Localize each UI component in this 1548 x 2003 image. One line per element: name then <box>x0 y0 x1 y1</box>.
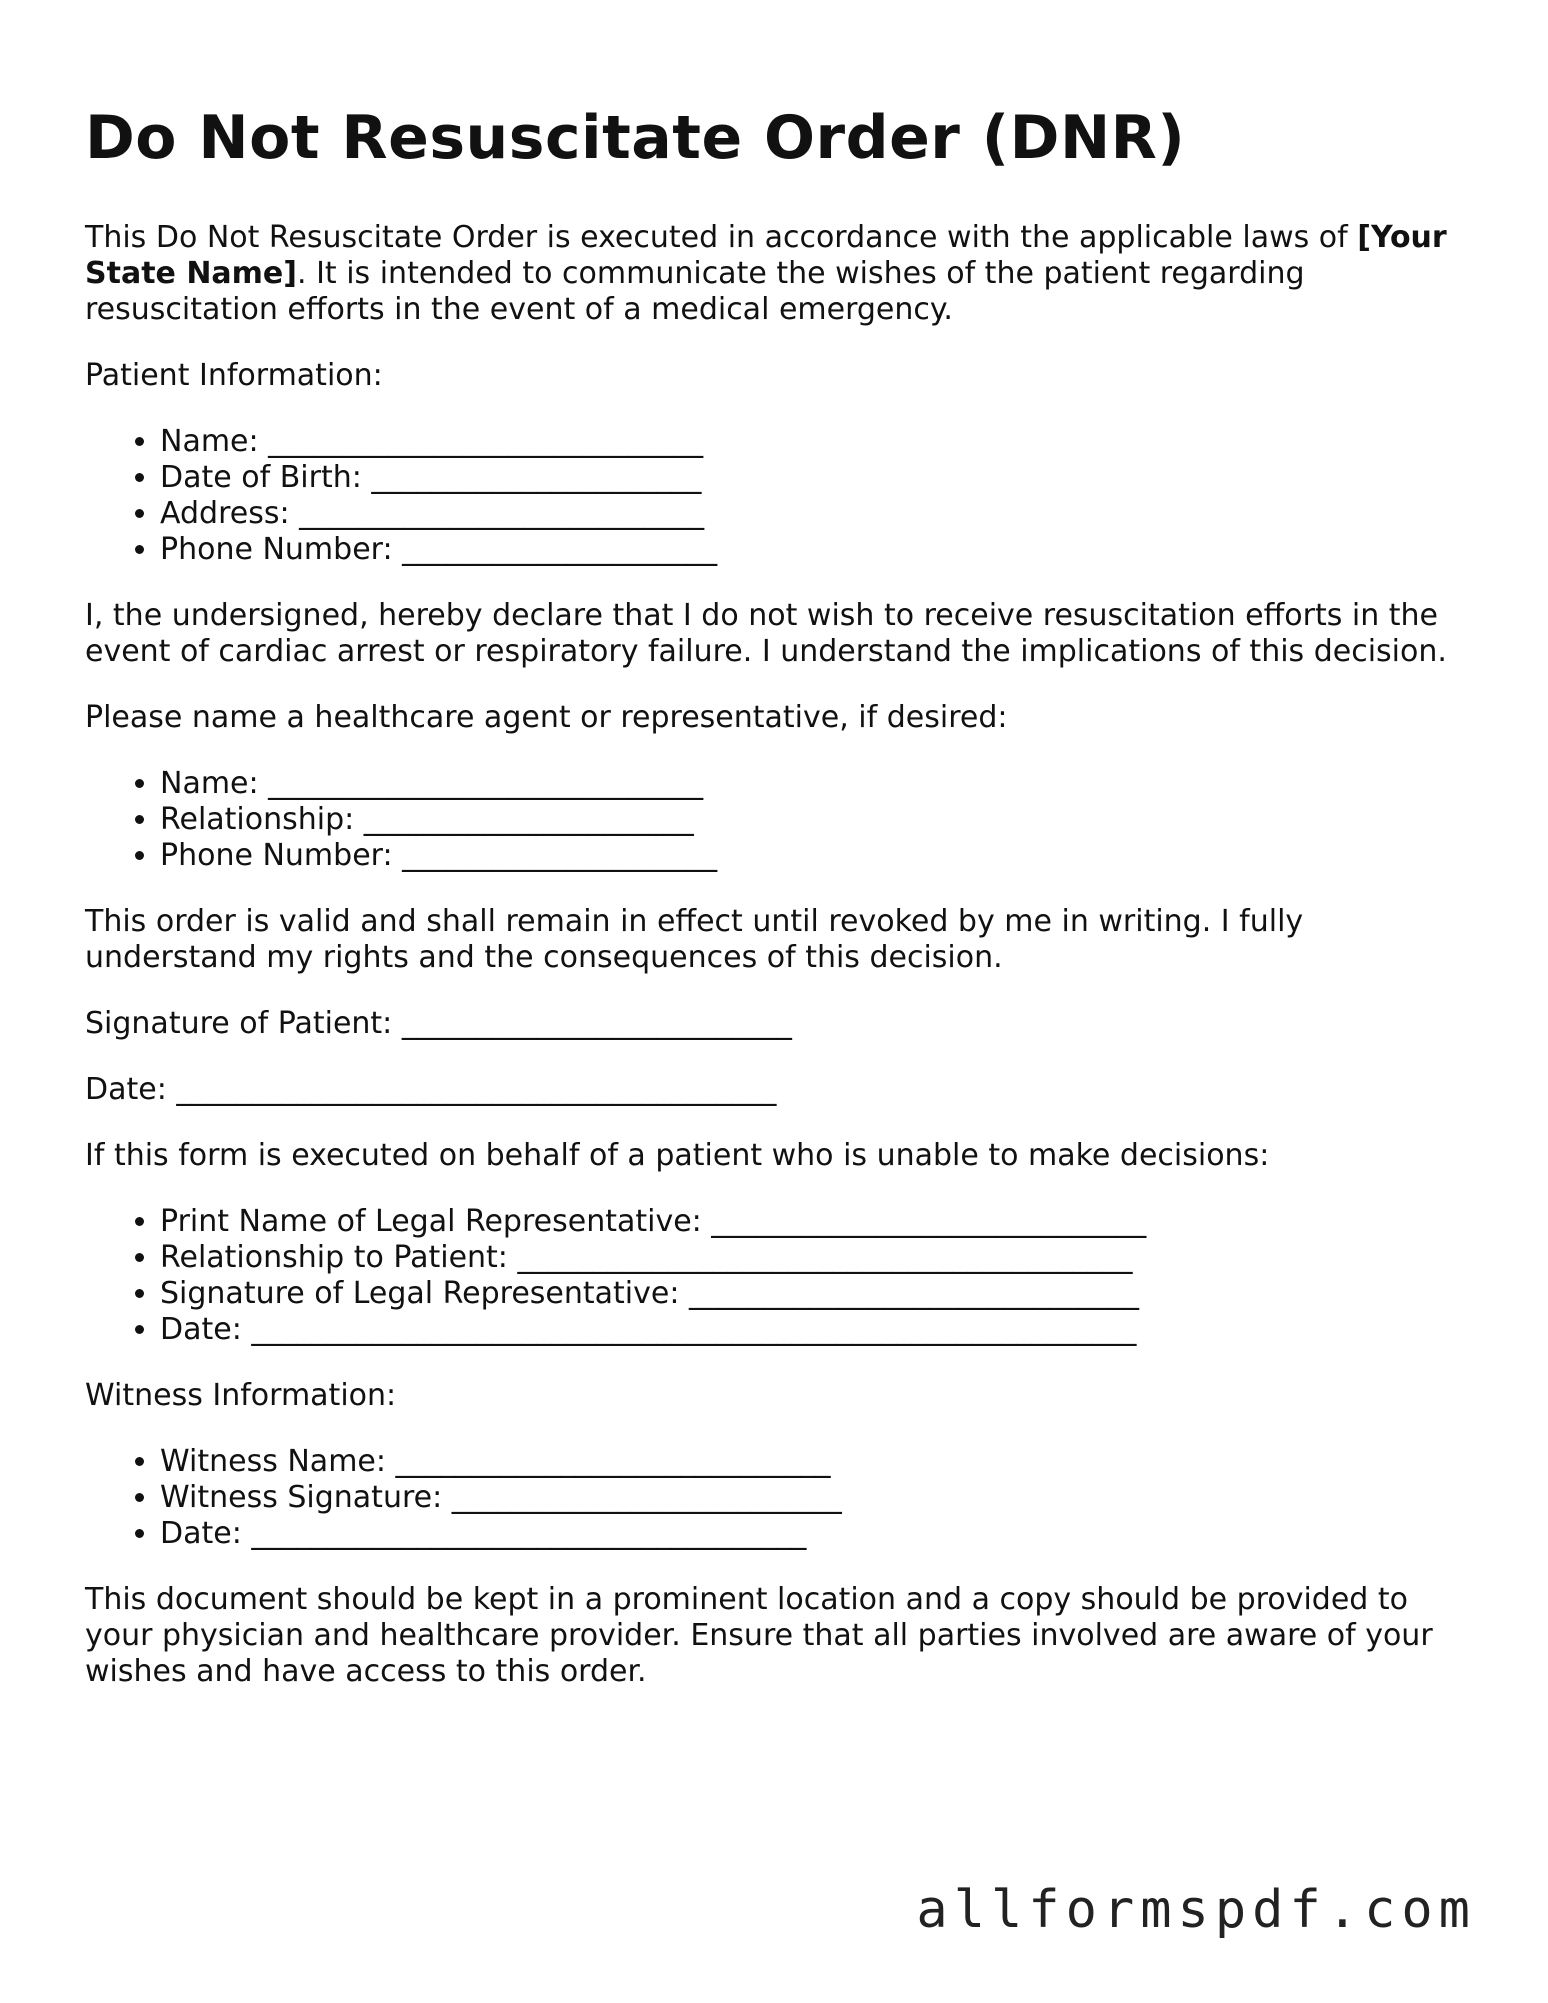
legal-rep-date-field: • Date: ___________________________________________________________ <box>160 1312 1465 1348</box>
agent-relationship-field: • Relationship: ______________________ <box>160 802 1465 838</box>
document-title: Do Not Resuscitate Order (DNR) <box>85 103 1186 173</box>
agent-list <box>85 766 1465 874</box>
validity-paragraph: This order is valid and shall remain in effect until revoked by me in writing. I fully understand my rights and the consequences of this decision. <box>85 904 1304 975</box>
document-page <box>85 100 1465 1720</box>
behalf-heading: If this form is executed on behalf of a patient who is unable to make decisions: <box>85 1138 1270 1173</box>
intro-state-name: [Your State Name] <box>85 220 1447 291</box>
patient-phone-field: • Phone Number: _____________________ <box>160 532 1465 568</box>
agent-heading: Please name a healthcare agent or representative, if desired: <box>85 700 1008 735</box>
closing-paragraph: This document should be kept in a prominent location and a copy should be provided to your physician and healthcare provider. Ensure that all parties involved are aware of your wishes and have access to this order. <box>85 1582 1433 1689</box>
patient-signature-line: Signature of Patient: __________________________ <box>85 1006 792 1041</box>
intro-text-after: . It is intended to communicate the wishes of the patient regarding resuscitation efforts in the event of a medical emergency. <box>85 256 1305 327</box>
patient-info-list <box>85 424 1465 568</box>
patient-date-line: Date: ________________________________________ <box>85 1072 777 1107</box>
agent-phone-field: • Phone Number: _____________________ <box>160 838 1465 874</box>
patient-info-heading: Patient Information: <box>85 358 383 393</box>
behalf-list <box>85 1204 1465 1348</box>
legal-rep-signature-field: • Signature of Legal Representative: ______________________________ <box>160 1276 1465 1312</box>
witness-list <box>85 1444 1465 1552</box>
legal-rep-relationship-field: • Relationship to Patient: _________________________________________ <box>160 1240 1465 1276</box>
witness-signature-field: • Witness Signature: __________________________ <box>160 1480 1465 1516</box>
watermark-logo: allformspdf.com <box>916 1880 1476 1940</box>
patient-name-field: • Name: _____________________________ <box>160 424 1465 460</box>
patient-dob-field: • Date of Birth: ______________________ <box>160 460 1465 496</box>
agent-name-field: • Name: _____________________________ <box>160 766 1465 802</box>
intro-text-before: This Do Not Resuscitate Order is executed in accordance with the applicable laws of <box>85 220 1358 255</box>
witness-name-field: • Witness Name: _____________________________ <box>160 1444 1465 1480</box>
patient-address-field: • Address: ___________________________ <box>160 496 1465 532</box>
witness-heading: Witness Information: <box>85 1378 397 1413</box>
witness-date-field: • Date: _____________________________________ <box>160 1516 1465 1552</box>
declaration-paragraph: I, the undersigned, hereby declare that I do not wish to receive resuscitation efforts in the event of cardiac arrest or respiratory failure. I understand the implications of this decision. <box>85 598 1447 669</box>
legal-rep-name-field: • Print Name of Legal Representative: _____________________________ <box>160 1204 1465 1240</box>
intro-paragraph <box>85 220 1465 328</box>
